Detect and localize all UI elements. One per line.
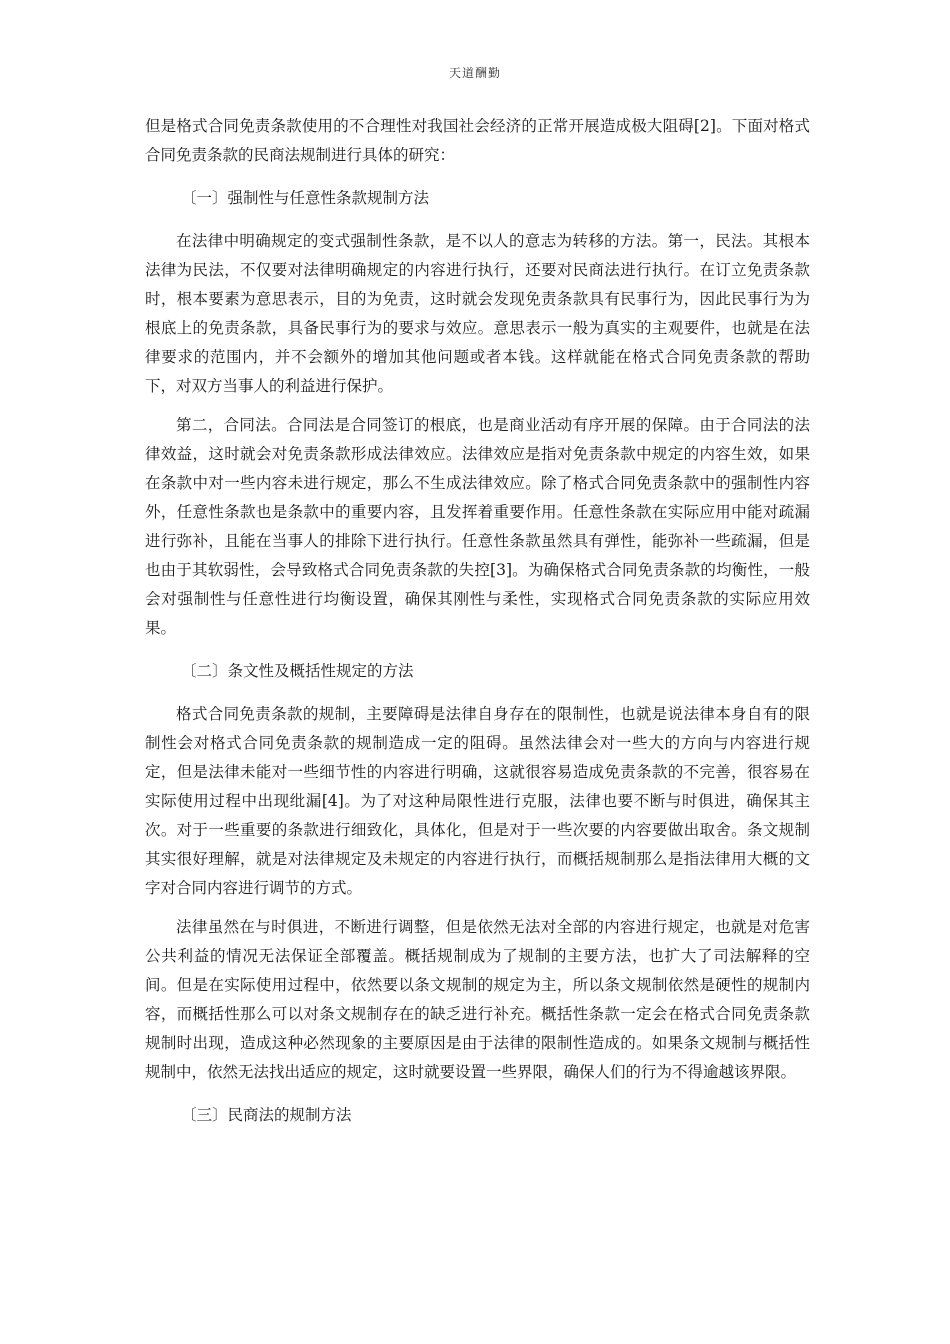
- page-header: 天道酬勤: [448, 66, 501, 80]
- paragraph-regulation-limits: 格式合同免责条款的规制，主要障碍是法律自身存在的限制性，也就是说法律本身自有的限制性会对格式合同免责条款的规制造成一定的阻碍。虽然法律会对一些大的方向与内容进行规定，但是法律未能对一些细节性的内容进行明确，这就很容易造成免责条款的不完善，很容易在实际使用过程中出现纰漏[4]。为了对这种局限性进行克服，法律也要不断与时俱进，确保其主次。对于一些重要的条款进行细致化，具体化，但是对于一些次要的内容要做出取舍。条文规制其实很好理解，就是对法律规定及未规定的内容进行执行，而概括规制那么是指法律用大概的文字对合同内容进行调节的方式。: [145, 705, 810, 897]
- paragraph-intro: 但是格式合同免责条款使用的不合理性对我国社会经济的正常开展造成极大阻碍[2]。下面对格式合同免责条款的民商法规制进行具体的研究：: [145, 117, 810, 164]
- paragraph-civil-law: 在法律中明确规定的变式强制性条款，是不以人的意志为转移的方法。第一，民法。其根本法律为民法，不仅要对法律明确规定的内容进行执行，还要对民商法进行执行。在订立免责条款时，根本要素为意思表示，目的为免责，这时就会发现免责条款具有民事行为，因此民事行为为根底上的免责条款，具备民事行为的要求与效应。意思表示一般为真实的主观要件，也就是在法律要求的范围内，并不会额外的增加其他问题或者本钱。这样就能在格式合同免责条款的帮助下，对双方当事人的利益进行保护。: [145, 232, 810, 395]
- section-heading-2: 〔二〕条文性及概括性规定的方法: [181, 662, 414, 680]
- section-heading-3: 〔三〕民商法的规制方法: [181, 1106, 352, 1124]
- paragraph-general-regulation: 法律虽然在与时俱进，不断进行调整，但是依然无法对全部的内容进行规定，也就是对危害公共利益的情况无法保证全部覆盖。概括规制成为了规制的主要方法，也扩大了司法解释的空间。但是在实际使用过程中，依然要以条文规制的规定为主，所以条文规制依然是硬性的规制内容，而概括性那么可以对条文规制存在的缺乏进行补充。概括性条款一定会在格式合同免责条款规制时出现，造成这种必然现象的主要原因是由于法律的限制性造成的。如果条文规制与概括性规制中，依然无法找出适应的规定，这时就要设置一些界限，确保人们的行为不得逾越该界限。: [145, 918, 810, 1081]
- paragraph-contract-law: 第二，合同法。合同法是合同签订的根底，也是商业活动有序开展的保障。由于合同法的法律效益，这时就会对免责条款形成法律效应。法律效应是指对免责条款中规定的内容生效，如果在条款中对一些内容未进行规定，那么不生成法律效应。除了格式合同免责条款中的强制性内容外，任意性条款也是条款中的重要内容，且发挥着重要作用。任意性条款在实际应用中能对疏漏进行弥补，且能在当事人的排除下进行执行。任意性条款虽然具有弹性，能弥补一些疏漏，但是也由于其软弱性，会导致格式合同免责条款的失控[3]。为确保格式合同免责条款的均衡性，一般会对强制性与任意性进行均衡设置，确保其刚性与柔性，实现格式合同免责条款的实际应用效果。: [145, 416, 810, 637]
- document-body: [145, 112, 810, 1144]
- section-heading-1: 〔一〕强制性与任意性条款规制方法: [181, 189, 430, 207]
